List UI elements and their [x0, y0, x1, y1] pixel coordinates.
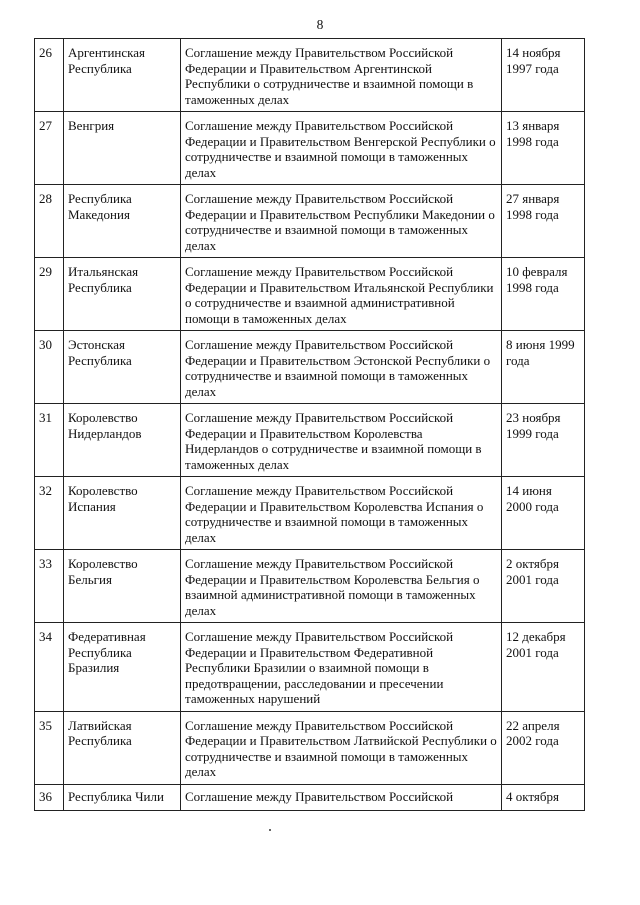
- signing-date: 22 апреля 2002 года: [502, 711, 585, 784]
- row-number: 28: [35, 185, 64, 258]
- table-row: [35, 39, 585, 112]
- agreement-title: Соглашение между Правительством Российской Федерации и Правительством Королевства Испания о сотрудничестве и взаимной помощи в таможенных делах: [181, 477, 502, 550]
- signing-date: 2 октября 2001 года: [502, 550, 585, 623]
- agreement-title: Соглашение между Правительством Российской Федерации и Правительством Республики Македонии о сотрудничестве и взаимной помощи в таможенных делах: [181, 185, 502, 258]
- table-row: [35, 477, 585, 550]
- table-row: [35, 185, 585, 258]
- signing-date: 23 ноября 1999 года: [502, 404, 585, 477]
- table-row: [35, 550, 585, 623]
- country-name: Венгрия: [64, 112, 181, 185]
- row-number: 33: [35, 550, 64, 623]
- country-name: Республика Македония: [64, 185, 181, 258]
- agreement-title: Соглашение между Правительством Российской Федерации и Правительством Эстонской Республики о сотрудничестве и взаимной помощи в таможенных делах: [181, 331, 502, 404]
- country-name: Федеративная Республика Бразилия: [64, 623, 181, 712]
- country-name: Аргентинская Республика: [64, 39, 181, 112]
- row-number: 36: [35, 784, 64, 810]
- table-row: [35, 331, 585, 404]
- row-number: 27: [35, 112, 64, 185]
- signing-date: 4 октября: [502, 784, 585, 810]
- table-row: [35, 784, 585, 810]
- row-number: 32: [35, 477, 64, 550]
- row-number: 34: [35, 623, 64, 712]
- agreements-table: [34, 38, 585, 811]
- signing-date: 13 января 1998 года: [502, 112, 585, 185]
- row-number: 29: [35, 258, 64, 331]
- signing-date: 12 декабря 2001 года: [502, 623, 585, 712]
- agreement-title: Соглашение между Правительством Российской: [181, 784, 502, 810]
- country-name: Королевство Нидерландов: [64, 404, 181, 477]
- country-name: Латвийская Республика: [64, 711, 181, 784]
- country-name: Королевство Бельгия: [64, 550, 181, 623]
- country-name: Итальянская Республика: [64, 258, 181, 331]
- scan-speck: [269, 829, 271, 831]
- signing-date: 27 января 1998 года: [502, 185, 585, 258]
- country-name: Эстонская Республика: [64, 331, 181, 404]
- table-row: [35, 623, 585, 712]
- page-number: 8: [316, 17, 324, 32]
- table-row: [35, 711, 585, 784]
- agreement-title: Соглашение между Правительством Российской Федерации и Правительством Королевства Бельгия о взаимной административной помощи в таможенных делах: [181, 550, 502, 623]
- row-number: 35: [35, 711, 64, 784]
- signing-date: 8 июня 1999 года: [502, 331, 585, 404]
- agreement-title: Соглашение между Правительством Российской Федерации и Правительством Федеративной Республики Бразилии о взаимной помощи в предотвращении, расследовании и пресечении таможенных нарушений: [181, 623, 502, 712]
- agreement-title: Соглашение между Правительством Российской Федерации и Правительством Аргентинской Республики о сотрудничестве и взаимной помощи в таможенных делах: [181, 39, 502, 112]
- table-row: [35, 258, 585, 331]
- agreement-title: Соглашение между Правительством Российской Федерации и Правительством Венгерской Республики о сотрудничестве и взаимной помощи в таможенных делах: [181, 112, 502, 185]
- row-number: 31: [35, 404, 64, 477]
- country-name: Республика Чили: [64, 784, 181, 810]
- signing-date: 14 июня 2000 года: [502, 477, 585, 550]
- agreement-title: Соглашение между Правительством Российской Федерации и Правительством Королевства Нидерландов о сотрудничестве и взаимной помощи в таможенных делах: [181, 404, 502, 477]
- agreement-title: Соглашение между Правительством Российской Федерации и Правительством Итальянской Республики о сотрудничестве и взаимной административной помощи в таможенных делах: [181, 258, 502, 331]
- agreement-title: Соглашение между Правительством Российской Федерации и Правительством Латвийской Республики о сотрудничестве и взаимной помощи в таможенных делах: [181, 711, 502, 784]
- signing-date: 14 ноября 1997 года: [502, 39, 585, 112]
- row-number: 30: [35, 331, 64, 404]
- signing-date: 10 февраля 1998 года: [502, 258, 585, 331]
- table-row: [35, 404, 585, 477]
- country-name: Королевство Испания: [64, 477, 181, 550]
- table-row: [35, 112, 585, 185]
- row-number: 26: [35, 39, 64, 112]
